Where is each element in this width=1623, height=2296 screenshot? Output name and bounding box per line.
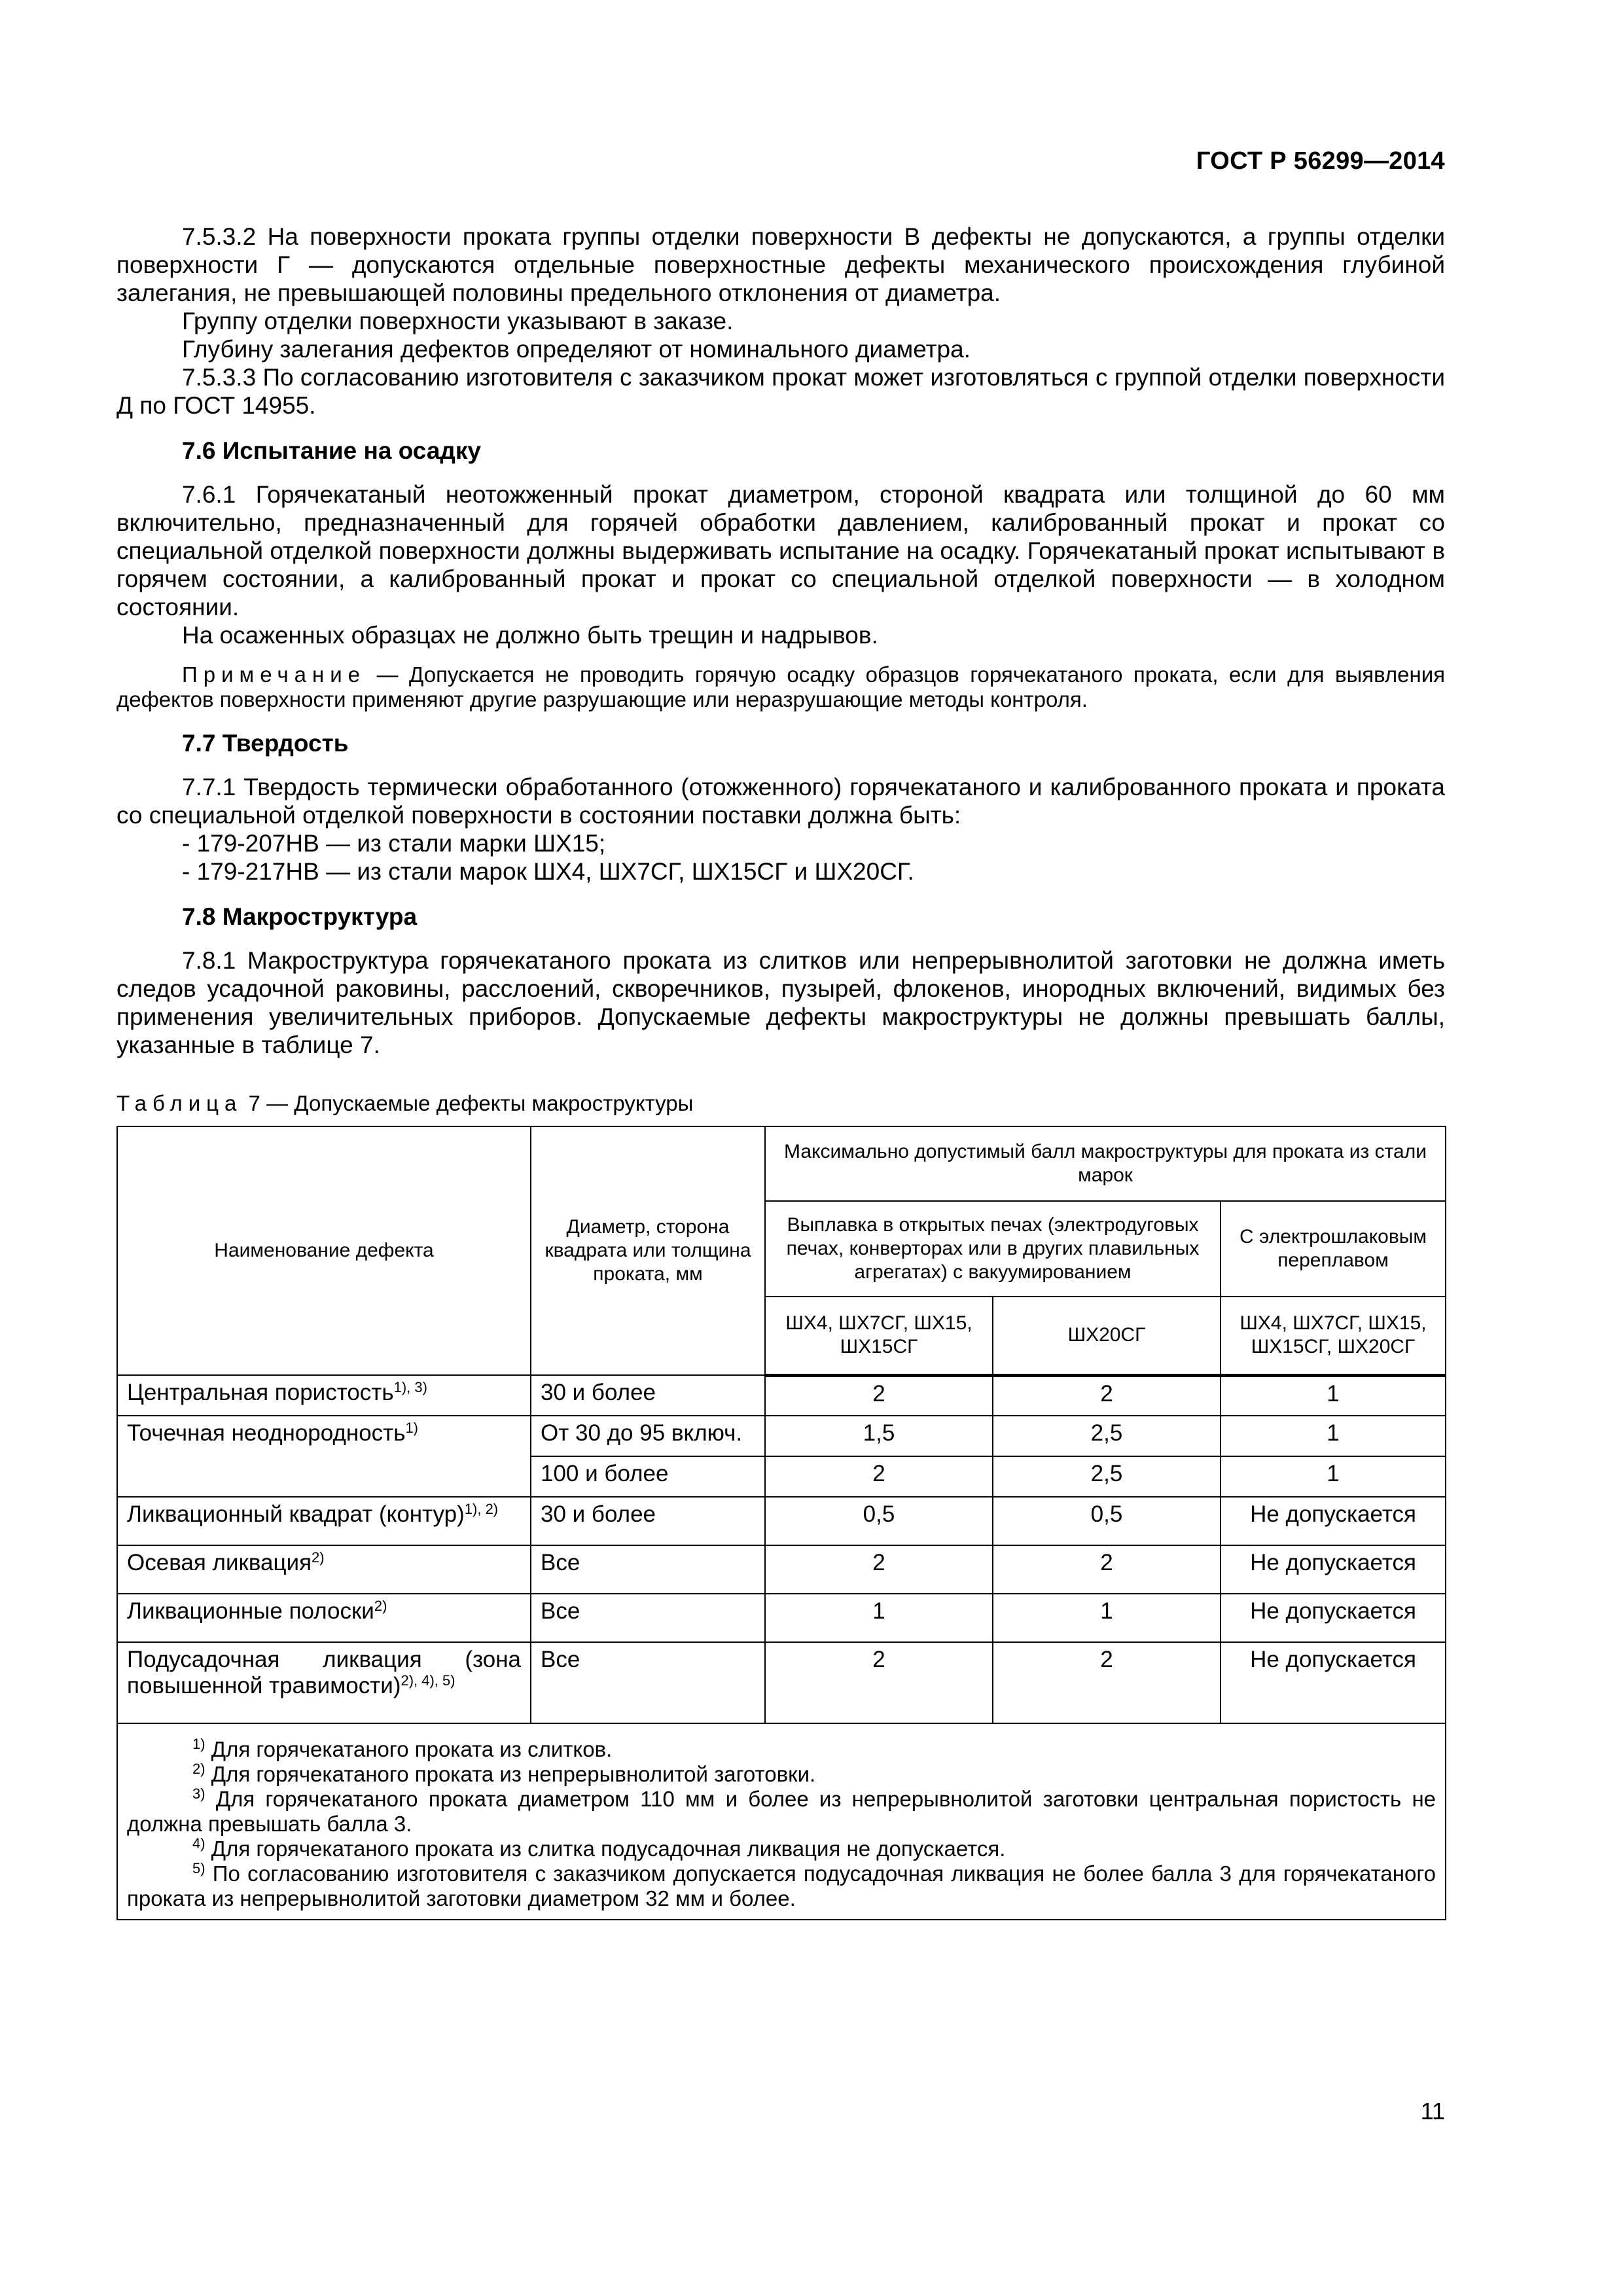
table-row (117, 1642, 1446, 1723)
standard-header: ГОСТ Р 56299—2014 (1196, 147, 1445, 175)
section-heading-7-7: 7.7 Твердость (182, 730, 349, 757)
diameter-cell: 30 и более (531, 1375, 765, 1416)
footnote: $^{4)}$ Для горячекатаного проката из слитка подусадочная ликвация не допускается. (192, 1835, 1006, 1861)
paragraph-no-cracks: На осаженных образцах не должно быть трещин и надрывов. (182, 622, 878, 649)
defect-name-cell: Ликвационный квадрат (контур)$^{1), 2)}$ (117, 1497, 531, 1545)
diameter-cell: 30 и более (531, 1497, 765, 1545)
score-cell: 2 (765, 1456, 993, 1497)
score-cell: 1 (1221, 1456, 1446, 1497)
score-cell: 2 (993, 1642, 1221, 1723)
table-row (117, 1594, 1446, 1642)
header-defect-name: Наименование дефекта (117, 1126, 531, 1375)
paragraph-7-8-1: 7.8.1 Макроструктура горячекатаного проката из слитков или непрерывнолитой заготовки не должна иметь следов усадочной раковины, расслоений, скворечников, пузырей, флокенов, инородных включений, видимых без применения увеличительных приборов. Допускаемые дефекты макроструктуры не должны превышать баллы, указанные в таблице 7. (116, 947, 1445, 1058)
header-max-score: Максимально допустимый балл макроструктуры для проката из стали марок (765, 1126, 1446, 1201)
score-cell: Не допускается (1221, 1594, 1446, 1642)
score-cell: 0,5 (993, 1497, 1221, 1545)
section-heading-7-6: 7.6 Испытание на осадку (182, 437, 481, 464)
header-grades-2: ШХ20СГ (993, 1297, 1221, 1375)
paragraph-7-5-3-3: 7.5.3.3 По согласованию изготовителя с заказчиком прокат может изготовляться с группой отделки поверхности Д по ГОСТ 14955. (116, 364, 1445, 419)
footnote: $^{5)}$ По согласованию изготовителя с заказчиком допускается подусадочная ликвация не более балла 3 для горячекатаного проката из непрерывнолитой заготовки диаметром 32 мм и более. (127, 1860, 1436, 1910)
score-cell: 1 (765, 1594, 993, 1642)
score-cell: 1 (993, 1594, 1221, 1642)
paragraph-7-6-1: 7.6.1 Горячекатаный неотожженный прокат диаметром, стороной квадрата или толщиной до 60 мм включительно, предназначенный для горячей обработки давлением, калиброванный прокат и прокат со специальной отделкой поверхности должны выдерживать испытание на осадку. Горячекатаный прокат испытывают в горячем состоянии, а калиброванный прокат и прокат со специальной отделкой поверхности — в холодном состоянии. (116, 481, 1445, 620)
table-footnotes (117, 1723, 1446, 1920)
paragraph-finish-group-order: Группу отделки поверхности указывают в заказе. (182, 308, 734, 334)
section-heading-7-8: 7.8 Макроструктура (182, 903, 418, 930)
paragraph-7-7-1: 7.7.1 Твердость термически обработанного (отожженного) горячекатаного и калиброванного проката и проката со специальной отделкой поверхности в состоянии поставки должна быть: (116, 774, 1445, 829)
footnote: $^{2)}$ Для горячекатаного проката из непрерывнолитой заготовки. (192, 1761, 816, 1786)
defect-name-cell: Центральная пористость$^{1), 3)}$ (117, 1375, 531, 1416)
header-diameter: Диаметр, сторона квадрата или толщина проката, мм (531, 1126, 765, 1375)
diameter-cell: Все (531, 1594, 765, 1642)
score-cell: 2 (993, 1375, 1221, 1416)
defect-name-cell: Точечная неоднородность$^{1)}$ (117, 1416, 531, 1497)
paragraph-7-5-3-2: 7.5.3.2 На поверхности проката группы отделки поверхности В дефекты не допускаются, а группы отделки поверхности Г — допускаются отдельные поверхностные дефекты механического происхождения глубиной залегания, не превышающей половины предельного отклонения от диаметра. (116, 223, 1445, 306)
score-cell: 2 (765, 1545, 993, 1594)
header-grades-3: ШХ4, ШХ7СГ, ШХ15, ШХ15СГ, ШХ20СГ (1221, 1297, 1446, 1375)
paragraph-defect-depth: Глубину залегания дефектов определяют от номинального диаметра. (182, 336, 971, 363)
table-row (117, 1375, 1446, 1416)
score-cell: 1,5 (765, 1416, 993, 1456)
table-row (117, 1497, 1446, 1545)
score-cell: Не допускается (1221, 1642, 1446, 1723)
diameter-cell: 100 и более (531, 1456, 765, 1497)
table-row (117, 1545, 1446, 1594)
score-cell: Не допускается (1221, 1497, 1446, 1545)
page-number: 11 (1420, 2098, 1445, 2125)
hardness-item-1: - 179-207НВ — из стали марки ШХ15; (182, 830, 606, 857)
diameter-cell: От 30 до 95 включ. (531, 1416, 765, 1456)
defect-name-cell: Осевая ликвация$^{2)}$ (117, 1545, 531, 1594)
note-text: — Допускается не проводить горячую осадку образцов горячекатаного проката, если для выявления дефектов поверхности применяют другие разрушающие или неразрушающие методы контроля. (116, 662, 1445, 711)
header-grades-1: ШХ4, ШХ7СГ, ШХ15, ШХ15СГ (765, 1297, 993, 1375)
note (116, 662, 1445, 712)
score-cell: 2,5 (993, 1456, 1221, 1497)
macrostructure-defects-table (116, 1126, 1446, 1920)
table-row (117, 1416, 1446, 1456)
score-cell: 2,5 (993, 1416, 1221, 1456)
table-caption-label: Таблица (116, 1091, 243, 1115)
score-cell: 1 (1221, 1375, 1446, 1416)
score-cell: 0,5 (765, 1497, 993, 1545)
footnote: $^{1)}$ Для горячекатаного проката из слитков. (192, 1736, 613, 1761)
header-electroslag: С электрошлаковым переплавом (1221, 1201, 1446, 1297)
score-cell: 2 (993, 1545, 1221, 1594)
score-cell: Не допускается (1221, 1545, 1446, 1594)
defect-name-cell: Подусадочная ликвация (зона повышенной травимости)$^{2), 4), 5)}$ (117, 1642, 531, 1723)
score-cell: 1 (1221, 1416, 1446, 1456)
footnote: $^{3)}$ Для горячекатаного проката диаметром 110 мм и более из непрерывнолитой заготовки центральная пористость не должна превышать балла 3. (127, 1785, 1436, 1836)
score-cell: 2 (765, 1375, 993, 1416)
page-content (116, 223, 1445, 1920)
note-label: Примечание (182, 662, 366, 687)
hardness-item-2: - 179-217НВ — из стали марок ШХ4, ШХ7СГ, ШХ15СГ и ШХ20СГ. (182, 858, 914, 885)
score-cell: 2 (765, 1642, 993, 1723)
diameter-cell: Все (531, 1642, 765, 1723)
defect-name-cell: Ликвационные полоски$^{2)}$ (117, 1594, 531, 1642)
diameter-cell: Все (531, 1545, 765, 1594)
header-open-furnace: Выплавка в открытых печах (электродуговых печах, конверторах или в других плавильных агрегатах) с вакуумированием (765, 1201, 1221, 1297)
table-footnotes-row (117, 1723, 1446, 1920)
table-caption-text: 7 — Допускаемые дефекты макроструктуры (242, 1091, 694, 1115)
table-caption (116, 1090, 1445, 1117)
